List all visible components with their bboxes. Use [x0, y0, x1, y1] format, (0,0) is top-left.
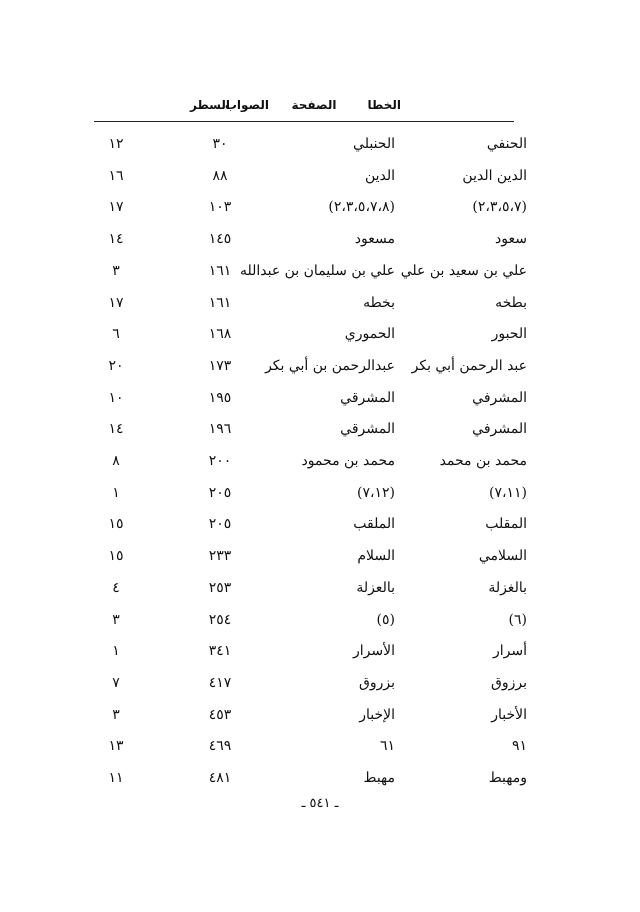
cell-line: ٣	[112, 706, 120, 723]
cell-wrong: (٧،١١)	[488, 484, 527, 501]
cell-wrong: ومهبط	[488, 770, 527, 786]
cell-page: ٢٣٣	[208, 548, 232, 565]
cell-right: (٧،١٢)	[356, 484, 395, 501]
cell-wrong: الحنفي	[486, 136, 527, 152]
cell-wrong: علي بن سعيد بن علي	[400, 262, 527, 279]
cell-line: ١٠	[108, 389, 124, 406]
cell-wrong: بالغزلة	[488, 579, 527, 596]
cell-wrong: أسرار	[493, 643, 527, 660]
cell-wrong: عبد الرحمن أبي بكر	[411, 357, 527, 374]
cell-wrong: بطخه	[495, 294, 527, 311]
header-divider	[94, 121, 514, 122]
cell-line: ١٥	[108, 548, 124, 565]
table-row	[0, 734, 640, 762]
table-row	[0, 132, 640, 160]
cell-line: ١٧	[108, 199, 124, 216]
header-page: الصفحة	[291, 98, 337, 112]
cell-line: ١٤	[108, 231, 124, 248]
table-row	[0, 512, 640, 540]
cell-right: الأسرار	[353, 643, 395, 660]
cell-line: ٧	[112, 674, 120, 691]
cell-page: ١٦١	[208, 262, 232, 279]
header-wrong: الخطا	[367, 98, 401, 112]
cell-line: ٣	[112, 262, 120, 279]
cell-wrong: (٢،٣،٥،٧)	[472, 199, 527, 216]
header-right: الصواب	[224, 98, 269, 112]
cell-wrong: (٦)	[508, 611, 527, 628]
cell-line: ١	[112, 643, 120, 660]
table-row	[0, 164, 640, 192]
cell-wrong: الدين الدين	[462, 167, 527, 184]
cell-right: عبدالرحمن بن أبي بكر	[265, 357, 395, 374]
cell-line: ٢٠	[108, 357, 124, 374]
header-line: السطر	[190, 98, 230, 112]
cell-line: ٤	[112, 579, 120, 596]
table-row	[0, 608, 640, 636]
cell-right: الحموري	[344, 326, 395, 343]
table-row	[0, 449, 640, 477]
cell-wrong: السلامي	[478, 548, 527, 565]
cell-right: الملقب	[353, 516, 395, 533]
cell-line: ١١	[108, 770, 124, 786]
cell-right: علي بن سليمان بن عبدالله	[239, 262, 395, 279]
cell-line: ١٦	[108, 167, 124, 184]
cell-right: المشرقي	[340, 389, 395, 406]
table-row	[0, 386, 640, 414]
cell-line: ١٥	[108, 516, 124, 533]
table-row	[0, 291, 640, 319]
table-row	[0, 576, 640, 604]
cell-line: ١٧	[108, 294, 124, 311]
cell-wrong: الأخبار	[491, 706, 527, 723]
cell-line: ١٣	[108, 738, 124, 755]
table-row	[0, 322, 640, 350]
cell-right: بالعزلة	[356, 579, 395, 596]
cell-page: ١٩٥	[208, 389, 232, 406]
table-row	[0, 354, 640, 382]
cell-wrong: المشرفي	[472, 389, 527, 406]
cell-wrong: الحبور	[491, 326, 527, 343]
cell-line: ٨	[112, 453, 120, 469]
cell-right: مهبط	[363, 770, 395, 786]
cell-page: ٤١٧	[208, 674, 232, 691]
cell-line: ١٢	[108, 136, 124, 152]
cell-page: ١٧٣	[208, 357, 232, 374]
cell-right: (٢،٣،٥،٧،٨)	[328, 199, 395, 216]
cell-right: بزروق	[358, 674, 395, 691]
cell-wrong: المقلب	[485, 516, 527, 533]
cell-page: ١٤٥	[208, 231, 232, 248]
cell-page: ٤٨١	[208, 770, 232, 786]
cell-right: بخطه	[363, 294, 395, 311]
table-row	[0, 481, 640, 509]
cell-wrong: المشرفي	[472, 421, 527, 438]
cell-page: ٢٠٥	[208, 516, 232, 533]
cell-page: ٢٥٣	[208, 579, 232, 596]
cell-line: ٦	[112, 326, 120, 343]
cell-right: السلام	[357, 548, 395, 565]
cell-right: ٦١	[379, 738, 395, 755]
cell-wrong: برزوق	[490, 674, 527, 691]
cell-line: ٣	[112, 611, 120, 628]
cell-right: المشرقي	[340, 421, 395, 438]
cell-page: ٢٥٤	[208, 611, 232, 628]
cell-page: ٢٠٥	[208, 484, 232, 501]
cell-wrong: سعود	[495, 231, 527, 248]
cell-page: ١٦١	[208, 294, 232, 311]
table-row	[0, 639, 640, 667]
table-row	[0, 766, 640, 794]
cell-line: ١٤	[108, 421, 124, 438]
cell-right: الإخبار	[359, 706, 395, 723]
table-row	[0, 227, 640, 255]
cell-page: ٤٦٩	[208, 738, 232, 755]
cell-page: ٤٥٣	[208, 706, 232, 723]
table-row	[0, 671, 640, 699]
table-row	[0, 544, 640, 572]
cell-page: ٣٤١	[208, 643, 232, 660]
table-header	[94, 98, 514, 118]
cell-wrong: ٩١	[511, 738, 527, 755]
table-row	[0, 417, 640, 445]
cell-right: مسعود	[354, 231, 395, 248]
cell-page: ١٠٣	[208, 199, 232, 216]
cell-page: ٨٨	[212, 167, 228, 184]
cell-right: الحنبلي	[353, 136, 395, 152]
cell-page: ٣٠	[212, 136, 228, 152]
cell-line: ١	[112, 484, 120, 501]
cell-wrong: محمد بن محمد	[439, 453, 527, 469]
page-number: ـ ٥٤١ ـ	[301, 796, 339, 811]
table-row	[0, 259, 640, 287]
cell-right: الدين	[364, 167, 395, 184]
cell-page: ٢٠٠	[208, 453, 232, 469]
table-row	[0, 195, 640, 223]
cell-page: ١٦٨	[208, 326, 232, 343]
cell-right: (٥)	[376, 611, 395, 628]
table-row	[0, 703, 640, 731]
cell-page: ١٩٦	[208, 421, 232, 438]
cell-right: محمد بن محمود	[301, 453, 395, 469]
